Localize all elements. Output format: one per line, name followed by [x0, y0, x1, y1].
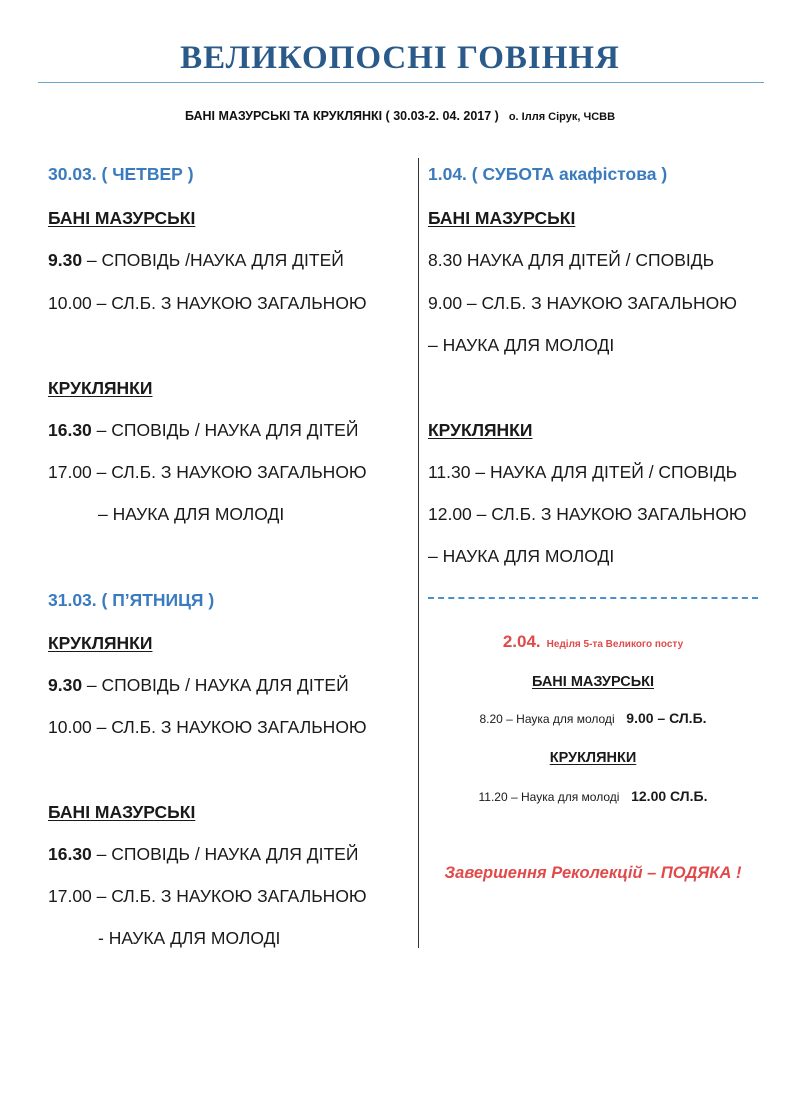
sunday-place1-service: 9.00 – СЛ.Б.: [626, 710, 707, 726]
day1-place2-heading: КРУКЛЯНКИ: [48, 378, 153, 398]
day3-place1-line2: 9.00 – СЛ.Б. З НАУКОЮ ЗАГАЛЬНОЮ: [428, 293, 737, 313]
day2-date: 31.03. ( П’ЯТНИЦЯ ): [48, 590, 215, 610]
day2-place2-line1: [48, 844, 358, 865]
day1-place1-line1-text: – СПОВІДЬ /НАУКА ДЛЯ ДІТЕЙ: [82, 250, 344, 270]
title-divider: [38, 82, 764, 83]
subtitle-author: о. Ілля Сірук, ЧСВВ: [508, 111, 616, 123]
day1-place2-line2: 17.00 – СЛ.Б. З НАУКОЮ ЗАГАЛЬНОЮ: [48, 462, 367, 482]
day1-place2-line1-text: – СПОВІДЬ / НАУКА ДЛЯ ДІТЕЙ: [91, 420, 359, 440]
day3-place1-line3: – НАУКА ДЛЯ МОЛОДІ: [428, 335, 615, 355]
day3-place1-line1: 8.30 НАУКА ДЛЯ ДІТЕЙ / СПОВІДЬ: [428, 250, 715, 270]
day2-place2-line3: - НАУКА ДЛЯ МОЛОДІ: [98, 928, 281, 948]
subtitle-text: БАНІ МАЗУРСЬКІ ТА КРУКЛЯНКІ ( 30.03-2. 04. 2017 ): [184, 109, 499, 123]
day2-place2-heading: БАНІ МАЗУРСЬКІ: [48, 802, 196, 822]
day1-place1-heading: БАНІ МАЗУРСЬКІ: [48, 208, 196, 228]
day2-place1-line1: [48, 675, 349, 696]
sunday-place1-line: [428, 710, 758, 726]
day2-place1-line1-time: 9.30: [48, 675, 83, 695]
day2-place1-line1-text: – СПОВІДЬ / НАУКА ДЛЯ ДІТЕЙ: [82, 675, 349, 695]
day1-place1-line2: 10.00 – СЛ.Б. З НАУКОЮ ЗАГАЛЬНОЮ: [48, 293, 367, 313]
day1-place1-line1: [48, 250, 344, 271]
sunday-subtitle: Неділя 5-та Великого посту: [546, 639, 684, 650]
day1-date: 30.03. ( ЧЕТВЕР ): [48, 164, 194, 184]
column-divider: [418, 158, 419, 948]
sunday-place2-prefix: 11.20 – Наука для молоді: [478, 790, 620, 804]
day1-place2-line3: – НАУКА ДЛЯ МОЛОДІ: [98, 504, 285, 524]
day1-place2-line1: [48, 420, 358, 441]
day2-place2-line2: 17.00 – СЛ.Б. З НАУКОЮ ЗАГАЛЬНОЮ: [48, 886, 367, 906]
day1-place1-line1-time: 9.30: [48, 250, 83, 270]
day3-place2-line2: 12.00 – СЛ.Б. З НАУКОЮ ЗАГАЛЬНОЮ: [428, 504, 747, 524]
closing-note: Завершення Реколекцій – ПОДЯКА !: [444, 864, 742, 882]
day2-place2-line1-text: – СПОВІДЬ / НАУКА ДЛЯ ДІТЕЙ: [91, 844, 359, 864]
day3-place1-heading: БАНІ МАЗУРСЬКІ: [428, 208, 576, 228]
day2-place1-line2: 10.00 – СЛ.Б. З НАУКОЮ ЗАГАЛЬНОЮ: [48, 717, 367, 737]
day1-place2-line1-time: 16.30: [48, 420, 92, 440]
sunday-date: 2.04.: [502, 632, 541, 651]
page-title: ВЕЛИКОПОСНІ ГОВІННЯ: [180, 40, 620, 76]
sunday-place1-prefix: 8.20 – Наука для молоді: [479, 712, 615, 726]
day3-place2-line3: – НАУКА ДЛЯ МОЛОДІ: [428, 546, 615, 566]
sunday-place2-line: [428, 788, 758, 804]
day2-place1-heading: КРУКЛЯНКИ: [48, 633, 153, 653]
day3-place2-heading: КРУКЛЯНКИ: [428, 420, 533, 440]
page-subtitle: [0, 109, 800, 123]
sunday-header: [428, 632, 758, 652]
sunday-place2-heading: КРУКЛЯНКИ: [549, 750, 637, 766]
day2-place2-line1-time: 16.30: [48, 844, 92, 864]
day3-date: 1.04. ( СУБОТА акафістова ): [428, 164, 668, 184]
sunday-place1-heading: БАНІ МАЗУРСЬКІ: [531, 674, 655, 690]
sunday-place2-service: 12.00 СЛ.Б.: [631, 788, 708, 804]
day3-place2-line1: 11.30 – НАУКА ДЛЯ ДІТЕЙ / СПОВІДЬ: [428, 462, 738, 482]
dashed-separator: [428, 597, 758, 599]
